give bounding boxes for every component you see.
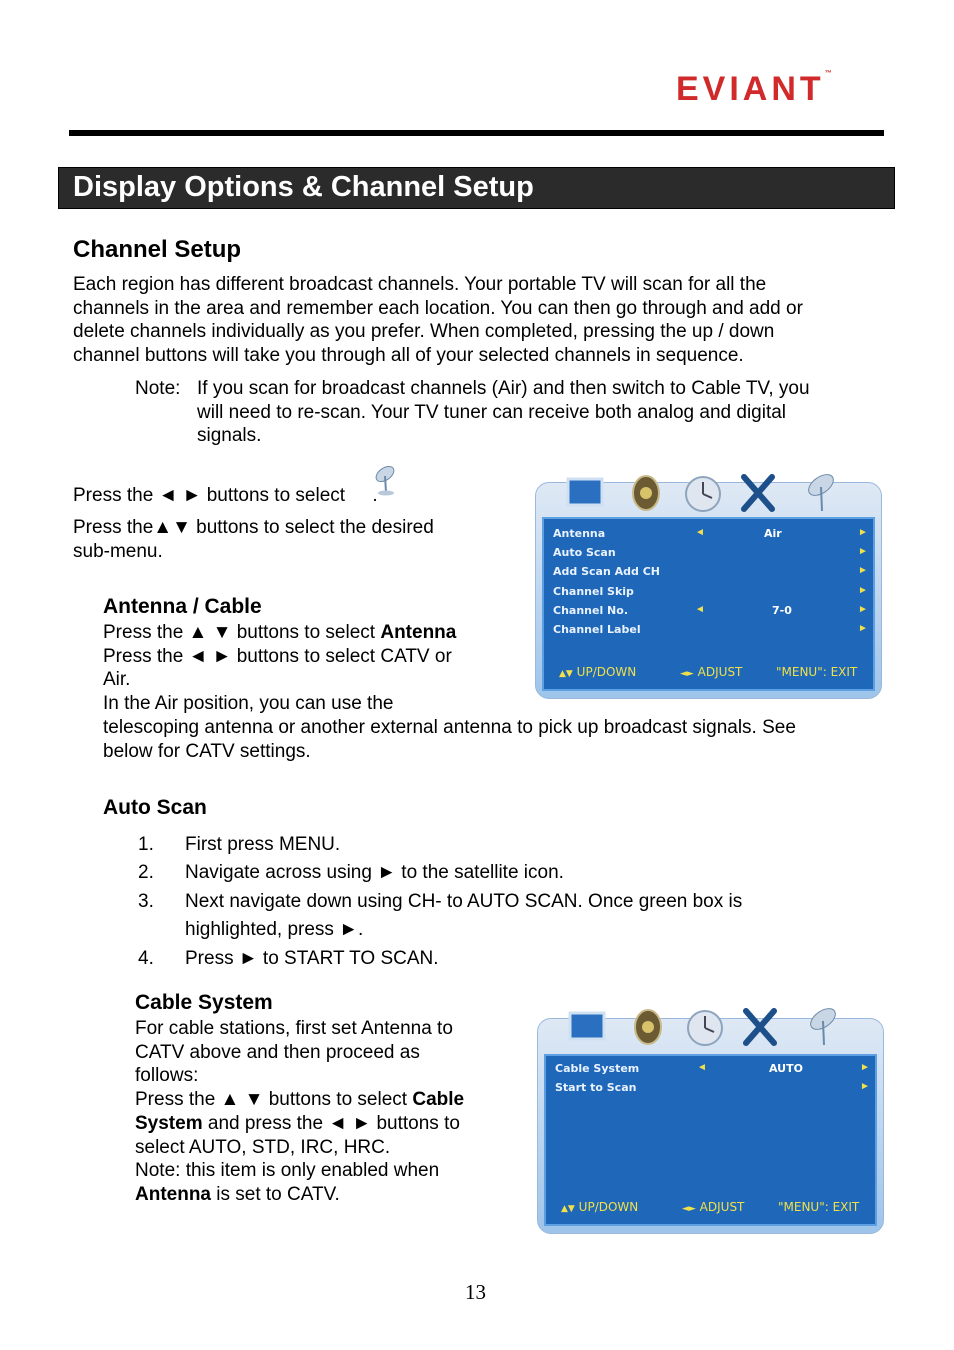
step-number: 4.: [138, 948, 154, 969]
right-arrow-icon: ►: [858, 546, 868, 557]
step-text: Navigate across using ► to the satellite icon.: [185, 862, 564, 883]
left-arrow-icon: ◄: [697, 1062, 707, 1073]
page-title: Display Options & Channel Setup: [73, 171, 534, 203]
right-arrow-icon: ►: [858, 604, 868, 615]
press-left-right-instruction: Press the ◄ ► buttons to select .: [73, 485, 378, 506]
step-text: First press MENU.: [185, 834, 341, 855]
channel-no-value: 7-0: [772, 604, 792, 617]
step-number: 1.: [138, 834, 154, 855]
menu-icon-row: [566, 465, 866, 520]
menu-item-cable-system[interactable]: Cable System: [555, 1062, 640, 1075]
footer-updown: ▲▼ UP/DOWN: [561, 1200, 639, 1214]
right-arrow-icon: ►: [860, 1062, 870, 1073]
picture-icon: [570, 1013, 604, 1039]
tools-icon: [746, 1011, 774, 1043]
menu-item-auto-scan[interactable]: Auto Scan: [553, 546, 616, 559]
menu-item-start-to-scan[interactable]: Start to Scan: [555, 1081, 637, 1094]
step-text: Press ► to START TO SCAN.: [185, 948, 439, 969]
cable-menu-screenshot: [537, 1018, 884, 1234]
menu-item-channel-label[interactable]: Channel Label: [553, 623, 641, 636]
intro-paragraph: Each region has different broadcast channels. Your portable TV will scan for all the channels in the area and remember each location. You can then go through and add or delete channels individually as you prefer. When completed, pressing the up / down channel buttons will take you through all of your selected channels in sequence.: [73, 274, 803, 367]
step-text: Next navigate down using CH- to AUTO SCAN. Once green box is: [185, 891, 743, 912]
tools-icon: [744, 477, 772, 509]
menu-item-add-scan[interactable]: Add Scan Add CH: [553, 565, 660, 578]
menu-item-channel-skip[interactable]: Channel Skip: [553, 585, 634, 598]
heading-cable-system: Cable System: [135, 991, 273, 1014]
footer-exit: "MENU": EXIT: [778, 1200, 860, 1214]
brand-logo: EVIANT™: [676, 70, 832, 108]
footer-adjust: ◄► ADJUST: [682, 1200, 745, 1214]
cable-system-value: AUTO: [769, 1062, 803, 1075]
step-number: 3.: [138, 891, 154, 912]
note-label: Note:: [135, 378, 181, 399]
right-arrow-icon: ►: [858, 527, 868, 538]
left-arrow-icon: ◄: [695, 527, 705, 538]
cable-text: For cable stations, first set Antenna to CATV above and then proceed as follows: Press the ▲ ▼ buttons to select Cable System and press the ◄ ► buttons to select AUTO, STD, IRC, HRC. Note: this item is only enabled when Antenna is set to CATV.: [135, 1018, 465, 1205]
right-arrow-icon: ►: [860, 1081, 870, 1092]
menu-icon-row: [568, 999, 868, 1054]
left-arrow-icon: ◄: [695, 604, 705, 615]
page-number: 13: [465, 1280, 486, 1304]
heading-antenna-cable: Antenna / Cable: [103, 595, 262, 618]
antenna-text: Press the ▲ ▼ buttons to select Antenna Press the ◄ ► buttons to select CATV or Air. In the Air position, you can use the telescoping antenna or another external antenna to pick up broadcast signals. See below for CATV settings.: [103, 622, 796, 762]
satellite-icon: [370, 462, 402, 498]
footer-adjust: ◄► ADJUST: [680, 665, 743, 679]
right-arrow-icon: ►: [858, 585, 868, 596]
footer-exit: "MENU": EXIT: [776, 665, 858, 679]
menu-item-antenna[interactable]: Antenna: [553, 527, 606, 540]
footer-updown: ▲▼ UP/DOWN: [559, 665, 637, 679]
right-arrow-icon: ►: [858, 565, 868, 576]
header-rule: [69, 130, 884, 136]
heading-auto-scan: Auto Scan: [103, 796, 207, 819]
cable-menu-panel: [544, 1054, 877, 1226]
press-up-down-instruction: Press the▲▼ buttons to select the desired sub-menu.: [73, 517, 434, 562]
page-title-bar: [58, 167, 895, 209]
section-heading-channel-setup: Channel Setup: [73, 236, 242, 263]
menu-item-channel-no[interactable]: Channel No.: [553, 604, 628, 617]
step-number: 2.: [138, 862, 154, 883]
step-text: highlighted, press ►.: [185, 919, 364, 940]
note-text: If you scan for broadcast channels (Air) and then switch to Cable TV, you will need to re-scan. Your TV tuner can receive both analog and digital signals.: [197, 378, 810, 447]
picture-icon: [568, 479, 602, 505]
antenna-value: Air: [764, 527, 782, 540]
right-arrow-icon: ►: [858, 623, 868, 634]
